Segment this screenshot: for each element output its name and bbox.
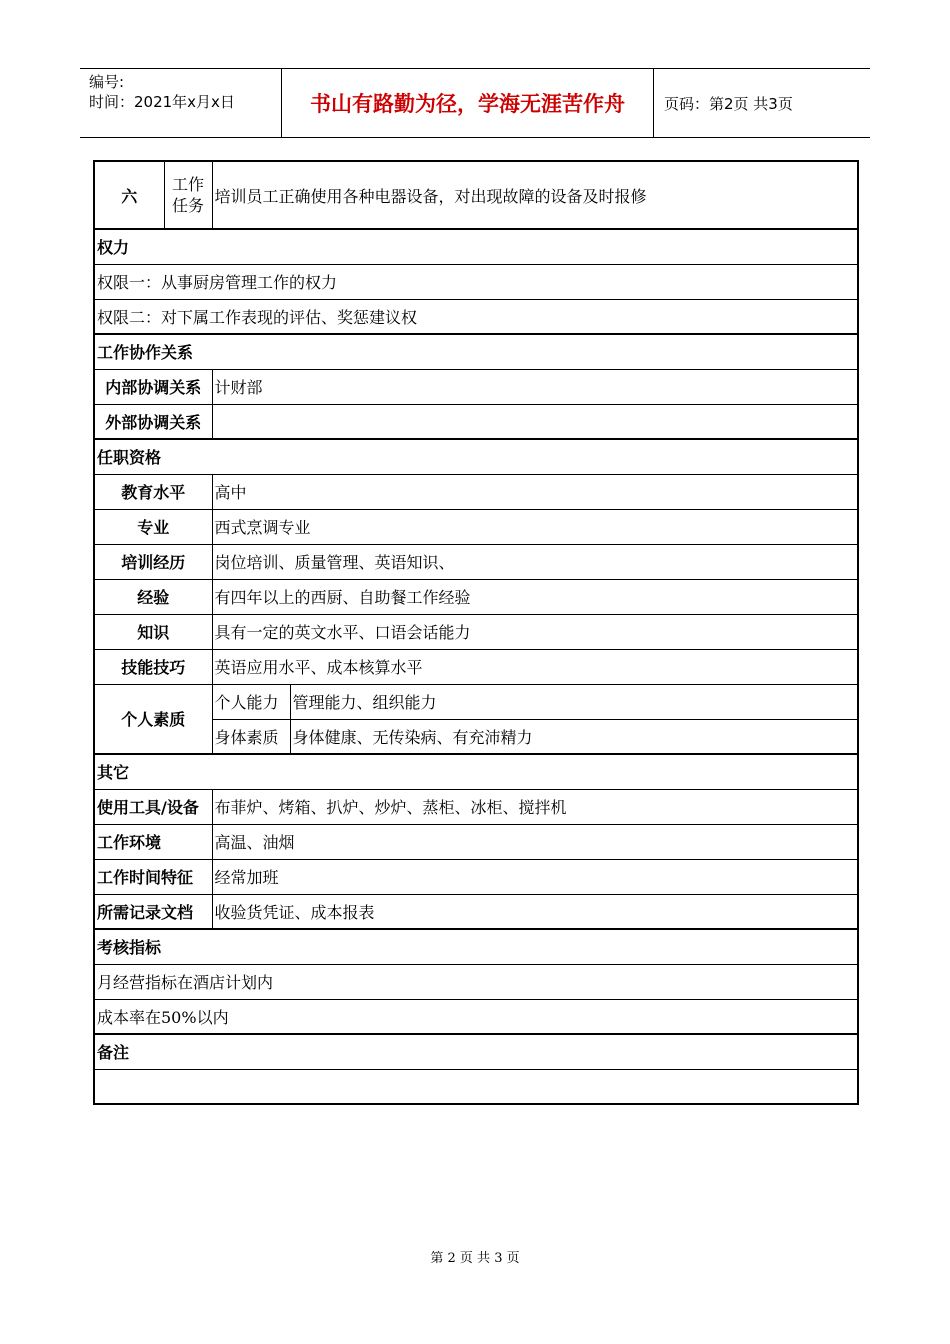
qualification-row [94,649,858,684]
internal-relation-value: 计财部 [212,369,858,404]
external-relation-label: 外部协调关系 [94,404,212,439]
header-motto: 书山有路勤为径，学海无涯苦作舟 [282,69,654,137]
header-page-info: 页码：第2页 共3页 [664,94,793,113]
other-label: 工作环境 [94,824,212,859]
other-label: 所需记录文档 [94,894,212,929]
time-label: 时间：2021年x月x日 [89,93,235,111]
other-row [94,859,858,894]
qualification-label: 知识 [94,614,212,649]
remarks-content [94,1069,858,1104]
qualification-row [94,474,858,509]
other-row [94,894,858,929]
other-value: 高温、油烟 [212,824,858,859]
job-description-table [93,160,859,1105]
qualification-label: 培训经历 [94,544,212,579]
external-relation-value [212,404,858,439]
other-label: 工作时间特征 [94,859,212,894]
qualification-value: 高中 [212,474,858,509]
qualification-value: 西式烹调专业 [212,509,858,544]
section-assessment-title: 考核指标 [94,929,858,964]
qualification-label: 专业 [94,509,212,544]
assessment-item: 成本率在50%以内 [94,999,858,1034]
section-relations-title: 工作协作关系 [94,334,858,369]
task-index: 六 [94,161,164,229]
other-row [94,824,858,859]
other-value: 经常加班 [212,859,858,894]
other-row [94,789,858,824]
qualification-value: 具有一定的英文水平、口语会话能力 [212,614,858,649]
personal-sub-label: 个人能力 [212,684,290,719]
qualification-value: 岗位培训、质量管理、英语知识、 [212,544,858,579]
header-meta [80,69,282,137]
qualification-row [94,509,858,544]
page-footer: 第 2 页 共 3 页 [430,1251,520,1266]
personal-row [94,684,858,719]
other-label: 使用工具/设备 [94,789,212,824]
task-row [94,161,858,229]
section-qualifications-title: 任职资格 [94,439,858,474]
assessment-item: 月经营指标在酒店计划内 [94,964,858,999]
other-value: 布菲炉、烤箱、扒炉、炒炉、蒸柜、冰柜、搅拌机 [212,789,858,824]
qualification-value: 英语应用水平、成本核算水平 [212,649,858,684]
task-label-line1: 工作 [171,175,204,194]
qualification-row [94,579,858,614]
relation-row [94,404,858,439]
task-label [164,161,212,229]
personal-sub-value: 身体健康、无传染病、有充沛精力 [290,719,858,754]
section-other-title: 其它 [94,754,858,789]
qualification-row [94,614,858,649]
personal-sub-label: 身体素质 [212,719,290,754]
power-item: 权限一：从事厨房管理工作的权力 [94,264,858,299]
task-content: 培训员工正确使用各种电器设备，对出现故障的设备及时报修 [212,161,858,229]
power-item: 权限二：对下属工作表现的评估、奖惩建议权 [94,299,858,334]
page-header [80,68,870,138]
task-label-line2: 任务 [171,196,204,215]
qualification-value: 有四年以上的西厨、自助餐工作经验 [212,579,858,614]
personal-label: 个人素质 [94,684,212,754]
section-remarks-title: 备注 [94,1034,858,1069]
internal-relation-label: 内部协调关系 [94,369,212,404]
qualification-label: 经验 [94,579,212,614]
qualification-row [94,544,858,579]
qualification-label: 技能技巧 [94,649,212,684]
relation-row [94,369,858,404]
code-label: 编号: [89,73,125,91]
personal-sub-value: 管理能力、组织能力 [290,684,858,719]
section-power-title: 权力 [94,229,858,264]
qualification-label: 教育水平 [94,474,212,509]
other-value: 收验货凭证、成本报表 [212,894,858,929]
